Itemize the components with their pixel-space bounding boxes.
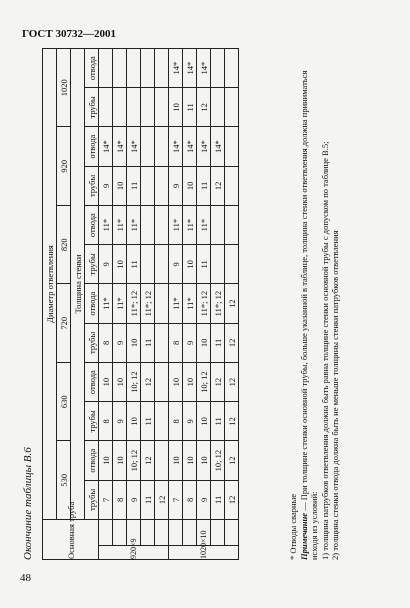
table-cell: 9 bbox=[113, 323, 127, 362]
table-cell bbox=[155, 245, 169, 284]
table-cell bbox=[155, 363, 169, 402]
table-row bbox=[127, 49, 141, 560]
table-cell: 11 bbox=[211, 323, 225, 362]
diameter-row bbox=[57, 49, 71, 560]
table-cell: 11* bbox=[127, 206, 141, 245]
table-cell: 14* bbox=[183, 49, 197, 88]
table-cell: 9 bbox=[99, 166, 113, 205]
table-cell: 10 bbox=[183, 245, 197, 284]
wall-thickness-table bbox=[42, 48, 239, 560]
branch-diameter-header: Диаметр ответвления bbox=[43, 49, 57, 520]
table-cell: 11* bbox=[183, 206, 197, 245]
table-cell bbox=[225, 166, 239, 205]
subheader-pipe: трубы bbox=[85, 402, 99, 441]
table-cell bbox=[141, 88, 155, 127]
table-cell: 11* bbox=[99, 284, 113, 323]
table-cell bbox=[155, 323, 169, 362]
subheader-branch: отвода bbox=[85, 206, 99, 245]
table-cell bbox=[155, 88, 169, 127]
table-cell: 10 bbox=[99, 441, 113, 480]
table-cell bbox=[155, 166, 169, 205]
table-cell: 14* bbox=[169, 49, 183, 88]
table-cell: 10 bbox=[113, 363, 127, 402]
table-cell bbox=[113, 88, 127, 127]
table-cell: 12 bbox=[141, 441, 155, 480]
table-cell: 9 bbox=[169, 166, 183, 205]
table-cell: 10 bbox=[113, 166, 127, 205]
table-cell bbox=[211, 245, 225, 284]
table-cell bbox=[141, 166, 155, 205]
table-cell: 11* bbox=[99, 206, 113, 245]
table-cell: 10 bbox=[113, 441, 127, 480]
note-item-2: 2) толщина стенки отвода должна быть не меньше толщины стенки патрубков ответвления bbox=[330, 230, 340, 560]
wall-thickness-header: Толщина стенки bbox=[71, 49, 85, 520]
table-cell bbox=[141, 127, 155, 166]
table-cell: 10; 12 bbox=[127, 441, 141, 480]
table-cell: 10 bbox=[169, 88, 183, 127]
main-pipe-size: 920×9 bbox=[99, 546, 169, 560]
row-spacer bbox=[169, 520, 183, 546]
table-cell: 11*; 12 bbox=[197, 284, 211, 323]
table-cell: 12 bbox=[225, 323, 239, 362]
table-cell: 14* bbox=[99, 127, 113, 166]
subheader-pipe: трубы bbox=[85, 245, 99, 284]
main-pipe-header: Основная труба bbox=[43, 520, 99, 560]
table-cell: 11 bbox=[211, 480, 225, 519]
table-cell: 10 bbox=[183, 441, 197, 480]
table-cell: 11 bbox=[197, 245, 211, 284]
table-cell: 10; 12 bbox=[197, 363, 211, 402]
table-cell bbox=[113, 49, 127, 88]
table-cell: 10 bbox=[197, 402, 211, 441]
page-number: 48 bbox=[20, 572, 31, 584]
table-cell: 12 bbox=[197, 88, 211, 127]
diameter-cell: 920 bbox=[57, 127, 71, 206]
table-cell: 11 bbox=[183, 88, 197, 127]
table-cell: 12 bbox=[225, 480, 239, 519]
row-spacer bbox=[155, 520, 169, 546]
table-cell: 9 bbox=[113, 402, 127, 441]
note-item-1: 1) толщина патрубков ответвления должна быть равна толщине стенки основной трубы с допуском по таблице В.5; bbox=[319, 141, 330, 560]
table-cell: 11*; 12 bbox=[127, 284, 141, 323]
diameter-cell: 630 bbox=[57, 363, 71, 442]
table-cell: 8 bbox=[169, 323, 183, 362]
table-cell: 11 bbox=[197, 166, 211, 205]
table-row bbox=[211, 49, 225, 560]
table-cell bbox=[141, 206, 155, 245]
table-title: Окончание таблицы В.6 bbox=[22, 447, 34, 560]
row-spacer bbox=[211, 520, 225, 546]
table-cell bbox=[155, 127, 169, 166]
table-cell bbox=[141, 245, 155, 284]
table-cell: 12 bbox=[225, 363, 239, 402]
table-cell: 11* bbox=[169, 284, 183, 323]
table-cell bbox=[225, 206, 239, 245]
row-spacer bbox=[183, 520, 197, 546]
table-cell: 11 bbox=[141, 323, 155, 362]
main-pipe-size: 1020×10 bbox=[169, 546, 239, 560]
subheader-branch: отвода bbox=[85, 441, 99, 480]
table-cell: 8 bbox=[99, 402, 113, 441]
table-cell: 12 bbox=[225, 402, 239, 441]
table-cell: 12 bbox=[155, 480, 169, 519]
table-cell: 11* bbox=[183, 284, 197, 323]
table-cell bbox=[211, 206, 225, 245]
table-cell: 10 bbox=[127, 323, 141, 362]
table-cell: 11* bbox=[169, 206, 183, 245]
table-cell: 11* bbox=[113, 284, 127, 323]
table-cell: 9 bbox=[127, 480, 141, 519]
subheader-branch: отвода bbox=[85, 127, 99, 166]
table-cell bbox=[225, 49, 239, 88]
table-cell: 11* bbox=[113, 206, 127, 245]
table-cell bbox=[155, 206, 169, 245]
table-cell bbox=[127, 88, 141, 127]
table-cell: 10 bbox=[113, 245, 127, 284]
table-cell: 10 bbox=[99, 363, 113, 402]
notes-block bbox=[288, 48, 341, 560]
table-cell: 9 bbox=[169, 245, 183, 284]
table-cell: 8 bbox=[183, 480, 197, 519]
table-row bbox=[155, 49, 169, 560]
row-spacer bbox=[225, 520, 239, 546]
rotated-table-region bbox=[22, 48, 370, 560]
diameter-cell: 720 bbox=[57, 284, 71, 363]
table-cell: 11 bbox=[141, 480, 155, 519]
table-cell: 11* bbox=[197, 206, 211, 245]
table-cell bbox=[141, 49, 155, 88]
table-cell: 10; 12 bbox=[127, 363, 141, 402]
star-note: * Отводы сварные bbox=[288, 493, 298, 560]
subheader-pipe: трубы bbox=[85, 166, 99, 205]
table-cell: 7 bbox=[169, 480, 183, 519]
table-cell: 9 bbox=[197, 480, 211, 519]
table-cell: 12 bbox=[211, 166, 225, 205]
table-cell: 12 bbox=[211, 363, 225, 402]
table-row bbox=[113, 49, 127, 560]
diameter-cell: 1020 bbox=[57, 49, 71, 128]
diameter-cell: 530 bbox=[57, 441, 71, 520]
table-cell: 14* bbox=[127, 127, 141, 166]
table-cell: 10 bbox=[169, 441, 183, 480]
subheader-pipe: трубы bbox=[85, 88, 99, 127]
table-cell: 11 bbox=[141, 402, 155, 441]
table-cell: 14* bbox=[197, 49, 211, 88]
row-spacer bbox=[99, 520, 113, 546]
table-cell: 8 bbox=[99, 323, 113, 362]
subheader-pipe: трубы bbox=[85, 480, 99, 519]
note-paragraph bbox=[299, 48, 320, 560]
table-cell: 12 bbox=[225, 441, 239, 480]
table-cell: 11*; 12 bbox=[211, 284, 225, 323]
table-cell: 14* bbox=[197, 127, 211, 166]
table-row bbox=[183, 49, 197, 560]
table-cell bbox=[155, 284, 169, 323]
table-cell: 10 bbox=[183, 363, 197, 402]
table-row bbox=[169, 49, 183, 560]
table-cell: 10 bbox=[183, 166, 197, 205]
table-cell: 11 bbox=[127, 166, 141, 205]
table-body bbox=[99, 49, 239, 560]
table-cell bbox=[99, 88, 113, 127]
table-cell bbox=[155, 402, 169, 441]
table-cell: 11*; 12 bbox=[141, 284, 155, 323]
table-row bbox=[197, 49, 211, 560]
row-spacer bbox=[113, 520, 127, 546]
table-cell bbox=[155, 441, 169, 480]
table-cell bbox=[127, 49, 141, 88]
subheader-branch: отвода bbox=[85, 284, 99, 323]
subheader-branch: отвода bbox=[85, 49, 99, 88]
table-cell bbox=[225, 88, 239, 127]
diameter-cell: 820 bbox=[57, 206, 71, 285]
subheader-branch: отвода bbox=[85, 363, 99, 402]
table-cell: 10; 12 bbox=[211, 441, 225, 480]
table-cell: 7 bbox=[99, 480, 113, 519]
table-cell: 11 bbox=[127, 245, 141, 284]
table-cell: 12 bbox=[225, 284, 239, 323]
table-cell: 14* bbox=[183, 127, 197, 166]
table-cell: 9 bbox=[183, 323, 197, 362]
note-text: — При толщине стенки основной трубы, больше указанной в таблице, толщина стенки ответвления должна приниматься исходя из условий: bbox=[298, 70, 319, 560]
table-cell: 8 bbox=[113, 480, 127, 519]
table-cell bbox=[155, 49, 169, 88]
table-cell: 9 bbox=[99, 245, 113, 284]
table-cell: 10 bbox=[197, 441, 211, 480]
table-cell: 8 bbox=[169, 402, 183, 441]
table-cell bbox=[211, 49, 225, 88]
table-cell bbox=[99, 49, 113, 88]
table-cell: 14* bbox=[169, 127, 183, 166]
table-row bbox=[141, 49, 155, 560]
table-cell: 10 bbox=[169, 363, 183, 402]
subheader-row bbox=[85, 49, 99, 560]
table-cell bbox=[225, 127, 239, 166]
table-cell bbox=[225, 245, 239, 284]
table-row bbox=[225, 49, 239, 560]
table-cell: 11 bbox=[211, 402, 225, 441]
subheader-pipe: трубы bbox=[85, 323, 99, 362]
note-label: Примечание bbox=[298, 512, 309, 560]
table-cell: 12 bbox=[141, 363, 155, 402]
table-cell: 14* bbox=[113, 127, 127, 166]
table-cell: 9 bbox=[183, 402, 197, 441]
document-header: ГОСТ 30732—2001 bbox=[22, 28, 116, 40]
table-cell: 14* bbox=[211, 127, 225, 166]
row-spacer bbox=[141, 520, 155, 546]
table-cell: 10 bbox=[127, 402, 141, 441]
table-cell bbox=[211, 88, 225, 127]
table-cell: 10 bbox=[197, 323, 211, 362]
table-row bbox=[99, 49, 113, 560]
